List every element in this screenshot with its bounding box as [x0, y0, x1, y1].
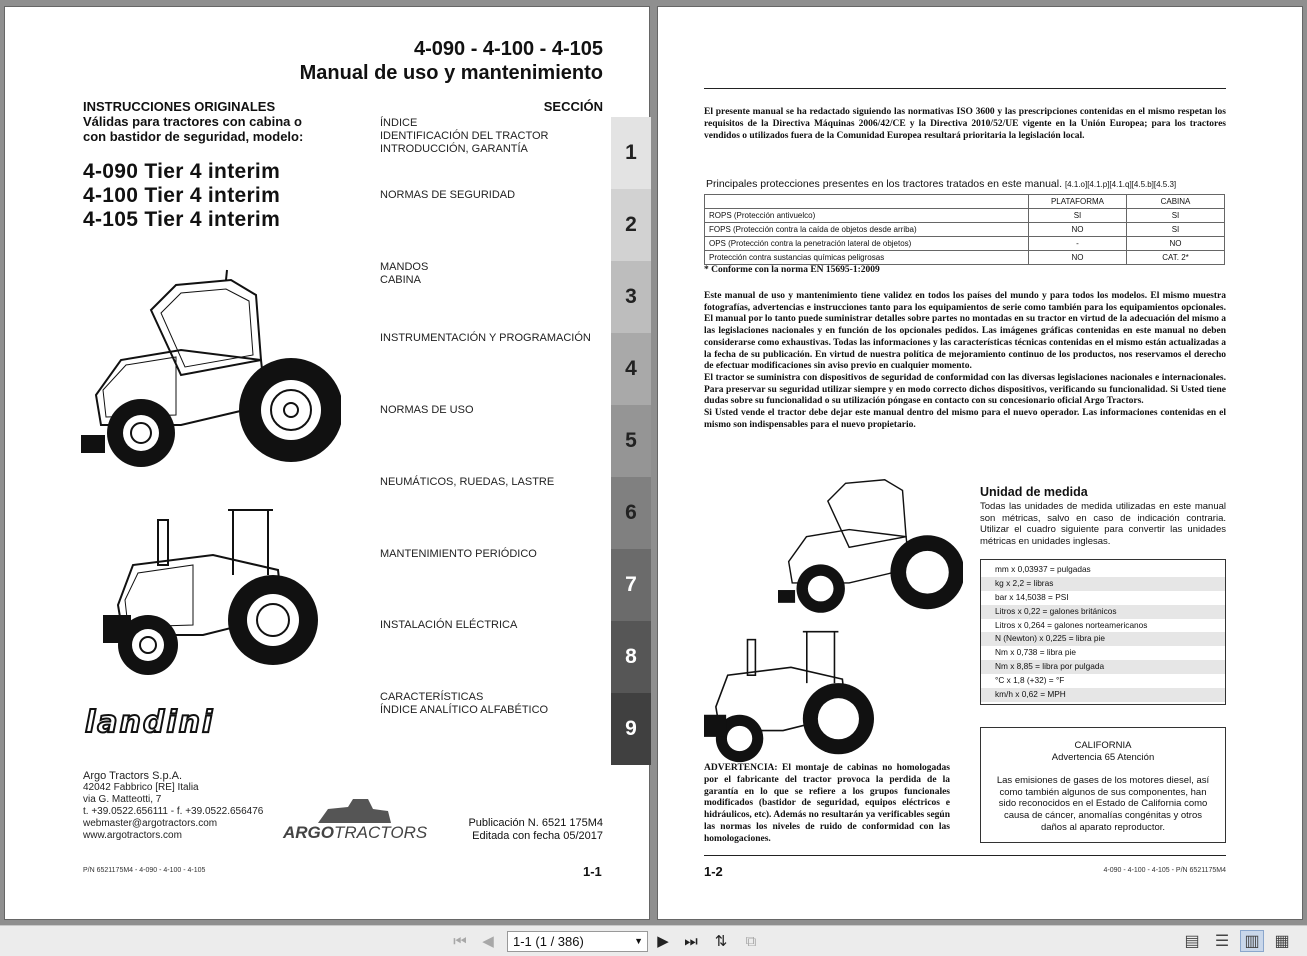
- conversion-table: [980, 559, 1226, 705]
- section-tab-8[interactable]: 8: [611, 621, 651, 693]
- model-list: [83, 160, 280, 232]
- section-tab-2[interactable]: 2: [611, 189, 651, 261]
- california-text: Las emisiones de gases de los motores diesel, así como también algunos de sus componentes, han sido reconocidos en el Estado de California como causa de cáncer, anomalías congénitas y otros daños al aparato reproductor.: [996, 775, 1210, 833]
- toc-entry-6[interactable]: [380, 476, 554, 489]
- model-item: 4-100 Tier 4 interim: [83, 184, 281, 207]
- manual-subtitle: Manual de uso y mantenimiento: [299, 62, 603, 84]
- page-left: [4, 6, 650, 920]
- table-cell: FOPS (Protección contra la caída de objetos desde arriba): [705, 223, 1029, 237]
- company-line: via G. Matteotti, 7: [83, 794, 162, 805]
- publication-info: [468, 817, 603, 843]
- platform-tractor-illustration: [103, 495, 318, 680]
- cab-tractor-illustration: [81, 265, 341, 470]
- table-cell: SI: [1127, 223, 1225, 237]
- two-page-view-icon[interactable]: ▥: [1240, 930, 1264, 952]
- toc-line: MANTENIMIENTO PERIÓDICO: [380, 548, 537, 560]
- toc-entry-7[interactable]: [380, 548, 537, 561]
- toc-line: INSTRUMENTACIÓN Y PROGRAMACIÓN: [380, 332, 591, 344]
- toc-line: NORMAS DE USO: [380, 404, 474, 416]
- company-email: webmaster@argotractors.com: [83, 818, 218, 829]
- toc-entry-3[interactable]: [380, 261, 428, 287]
- table-cell: Protección contra sustancias químicas peligrosas: [705, 251, 1029, 265]
- table-cell: ROPS (Protección antivuelco): [705, 209, 1029, 223]
- rotate-icon[interactable]: ⇅: [714, 933, 728, 950]
- units-title: Unidad de medida: [980, 485, 1088, 499]
- footer-part-number: P/N 6521175M4 - 4-090 - 4-100 - 4-105: [83, 867, 206, 874]
- fit-icon[interactable]: ⧉: [745, 932, 757, 950]
- toc-line: MANDOS: [380, 261, 429, 273]
- previous-page-icon[interactable]: ◀: [482, 933, 494, 950]
- protections-refs: [4.1.o][4.1.p][4.1.q][4.5.b][4.5.3]: [1064, 180, 1177, 189]
- toc-line: CABINA: [380, 274, 421, 286]
- manual-title: [300, 37, 603, 85]
- protections-note: * Conforme con la norma EN 15695-1:2009: [704, 265, 880, 275]
- table-header-cell: CABINA: [1127, 195, 1225, 209]
- protections-title-text: Principales protecciones presentes en los tractores tratados en este manual.: [706, 178, 1063, 190]
- instructions-sub1: Válidas para tractores con cabina o: [83, 114, 302, 129]
- section-tab-6[interactable]: 6: [611, 477, 651, 549]
- last-page-icon[interactable]: ⏭: [684, 932, 698, 950]
- section-tab-1[interactable]: 1: [611, 117, 651, 189]
- company-name: Argo Tractors S.p.A.: [83, 770, 183, 782]
- instructions-heading: INSTRUCCIONES ORIGINALES: [83, 99, 276, 114]
- table-cell: NO: [1029, 223, 1127, 237]
- footer-part-number: 4-090 - 4-100 - 4-105 - P/N 6521175M4: [1103, 867, 1226, 874]
- company-line: t. +39.0522.656111 - f. +39.0522.656476: [83, 806, 264, 817]
- conversion-row: N (Newton) x 0,225 = libra pie: [981, 632, 1225, 646]
- argo-logo-bold: ARGO: [283, 823, 334, 842]
- toc-entry-4[interactable]: [380, 332, 591, 345]
- instructions-block: [83, 99, 303, 144]
- company-info: [83, 770, 263, 842]
- toc-line: ÍNDICE ANALÍTICO ALFABÉTICO: [380, 704, 549, 716]
- table-cell: NO: [1127, 237, 1225, 251]
- page-right: [657, 6, 1303, 920]
- conversion-row: Nm x 8,85 = libra por pulgada: [981, 660, 1225, 674]
- instructions-sub2: con bastidor de seguridad, modelo:: [83, 129, 304, 144]
- chevron-down-icon: ▼: [634, 936, 643, 946]
- conversion-row: Litros x 0,264 = galones norteamericanos: [995, 619, 1148, 630]
- toc-line: CARACTERÍSTICAS: [380, 691, 484, 703]
- toc-entry-5[interactable]: [380, 404, 474, 417]
- table-cell: SI: [1127, 209, 1225, 223]
- page-number: 1-2: [704, 864, 723, 879]
- manual-models-line: 4-090 - 4-100 - 4-105: [413, 38, 603, 60]
- model-item: 4-090 Tier 4 interim: [83, 160, 281, 183]
- conversion-row: bar x 14,5038 = PSI: [995, 591, 1069, 602]
- conversion-row: kg x 2,2 = libras: [981, 577, 1225, 591]
- toc-line: IDENTIFICACIÓN DEL TRACTOR: [380, 130, 549, 142]
- page-number: 1-1: [583, 864, 602, 879]
- table-row: [705, 223, 1225, 237]
- toc-entry-8[interactable]: [380, 619, 517, 632]
- warning-paragraph: ADVERTENCIA: El montaje de cabinas no homologadas por el fabricante del tractor provoca la perdida de la garantía en lo que se refiere a los grupos funcionales modificados (bastidor de seguridad, equipos eléctricos e hidráulicos, etc). Además no resultarán ya verificables según las normas los niveles de ruido de conformidad con las homologaciones.: [704, 763, 950, 844]
- toc-entry-9[interactable]: [380, 691, 548, 717]
- first-page-icon[interactable]: ⏮: [453, 932, 467, 950]
- section-tab-4[interactable]: 4: [611, 333, 651, 405]
- section-label: SECCIÓN: [543, 99, 603, 114]
- table-row: [705, 251, 1225, 265]
- conversion-row: Nm x 0,738 = libra pie: [995, 647, 1076, 658]
- units-paragraph: Todas las unidades de medida utilizadas en este manual son métricas, salvo en caso de indicación contraria. Utilizar el cuadro siguiente para convertir las unidades métricas en unidades inglesas.: [980, 501, 1226, 547]
- viewer-toolbar: [0, 925, 1307, 956]
- protections-table: [704, 194, 1225, 265]
- protections-title: [706, 178, 1176, 190]
- argo-tractor-mark-icon: [313, 797, 393, 825]
- continuous-view-icon[interactable]: ☰: [1214, 933, 1230, 950]
- single-page-view-icon[interactable]: ▤: [1184, 933, 1200, 950]
- argo-logo-light: TRACTORS: [334, 823, 428, 842]
- page-selector[interactable]: [507, 931, 648, 952]
- toc-line: INTRODUCCIÓN, GARANTÍA: [380, 143, 528, 155]
- toc-entry-2[interactable]: [380, 189, 515, 202]
- toc-line: NORMAS DE SEGURIDAD: [380, 189, 516, 201]
- california-warning-box: [980, 727, 1226, 843]
- conversion-row: km/h x 0,62 = MPH: [981, 688, 1225, 702]
- california-title: CALIFORNIA: [1074, 740, 1132, 751]
- edition-date: Editada con fecha 05/2017: [472, 830, 603, 842]
- intro-paragraph: El presente manual se ha redactado siguiendo las normativas ISO 3600 y las prescripciones contenidas en el mismo respetan los requisitos de la Directiva Máquinas 2006/42/CE y la Directiva 2010/52/UE vigente en la Unión Europea; para los tractores vendidos o utilizados fuera de la Comunidad Europea resultará prioritaria la legislación local.: [704, 107, 1226, 141]
- section-tab-3[interactable]: 3: [611, 261, 651, 333]
- page-indicator: 1-1 (1 / 386): [513, 934, 584, 949]
- table-cell: OPS (Protección contra la penetración lateral de objetos): [705, 237, 1029, 251]
- table-row: [705, 209, 1225, 223]
- toc-line: INSTALACIÓN ELÉCTRICA: [380, 619, 518, 631]
- table-header-row: [705, 195, 1225, 209]
- section-tab-7[interactable]: 7: [611, 549, 651, 621]
- california-subtitle: Advertencia 65 Atención: [1051, 751, 1155, 763]
- validity-section: [704, 291, 1226, 431]
- validity-paragraph: Este manual de uso y mantenimiento tiene validez en todos los países del mundo y para todos los modelos. El mismo muestra fotografías, advertencias e instrucciones tanto para los equipamientos de serie como también para los equipamientos opcionales. El manual por lo tanto puede suministrar detalles sobre partes no montadas en su tractor en virtud de la adecuación del mismo a las legislaciones nacionales y en función de los opcionales pedidos. Las imágenes gráficas contenidas en este manual no deben considerarse como exhaustivas. Todas las informaciones y las características técnicas contenidas en el mismo están actualizadas a la fecha de su publicación. En virtud de nuestra política de mejoramiento continuo de los productos, nos reservamos el derecho de efectuar modificaciones sin aviso previo en cualquier momento.: [704, 291, 1226, 372]
- platform-tractor-small-illustration: [704, 619, 874, 767]
- table-cell: SI: [1029, 209, 1127, 223]
- two-page-continuous-view-icon[interactable]: ▦: [1274, 933, 1290, 950]
- table-header-cell: [705, 195, 1029, 209]
- table-row: [705, 237, 1225, 251]
- brand-logo-text: landini: [85, 705, 215, 740]
- table-cell: CAT. 2*: [1127, 251, 1225, 265]
- sale-paragraph: Si Usted vende el tractor debe dejar este manual dentro del mismo para el nuevo operador. Las informaciones contenidas en el mismo son indispensables para el nuevo propietario.: [704, 408, 1226, 430]
- conversion-row: °C x 1,8 (+32) = °F: [995, 675, 1065, 686]
- publication-number: Publicación N. 6521 175M4: [468, 817, 603, 829]
- model-item: 4-105 Tier 4 interim: [83, 208, 281, 231]
- section-tab-5[interactable]: 5: [611, 405, 651, 477]
- toc-entry-1[interactable]: [380, 117, 548, 156]
- table-cell: NO: [1029, 251, 1127, 265]
- safety-paragraph: El tractor se suministra con dispositivos de seguridad de conformidad con las diversas legislaciones nacionales e internacionales. Para preservar su seguridad utilizar siempre y en modo correcto dichos dispositivos, verificando su funcionalidad. Si Usted tiene dudas sobre su funcionalidad o su utilización póngase en contacto con su concesionario oficial Argo Tractors.: [704, 372, 1226, 407]
- cab-tractor-small-illustration: [778, 467, 963, 617]
- header-rule: [704, 88, 1226, 89]
- next-page-icon[interactable]: ▶: [657, 933, 669, 950]
- company-website: www.argotractors.com: [83, 830, 182, 841]
- argo-tractors-logo: [283, 797, 433, 847]
- section-tab-9[interactable]: 9: [611, 693, 651, 765]
- conversion-row: Litros x 0,22 = galones británicos: [981, 605, 1225, 619]
- company-line: 42042 Fabbrico [RE] Italia: [83, 782, 199, 793]
- argo-logo-text: [283, 823, 427, 843]
- footer-rule: [704, 855, 1226, 856]
- conversion-row: mm x 0,03937 = pulgadas: [995, 564, 1091, 574]
- landini-logo: [85, 705, 214, 740]
- table-cell: -: [1029, 237, 1127, 251]
- table-header-cell: PLATAFORMA: [1029, 195, 1127, 209]
- toc-line: ÍNDICE: [380, 117, 418, 129]
- toc-line: NEUMÁTICOS, RUEDAS, LASTRE: [380, 476, 555, 488]
